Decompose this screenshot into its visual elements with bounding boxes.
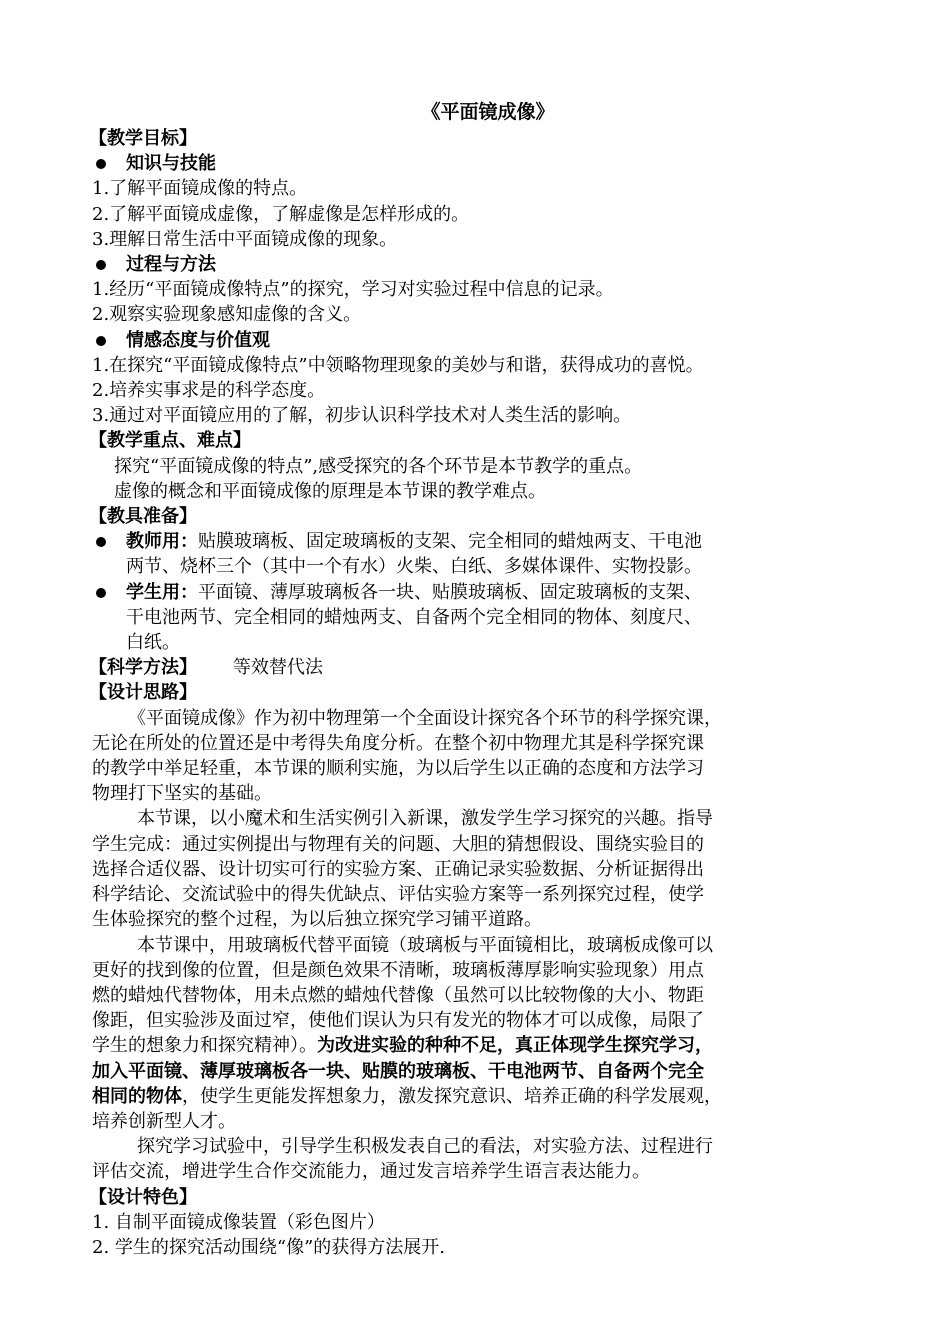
objectives-heading: 【教学目标】: [89, 128, 197, 149]
list-item: 2.观察实验现象感知虚像的含义。: [92, 304, 362, 326]
text-line: 更好的找到像的位置，但是颜色效果不清晰，玻璃板薄厚影响实验现象）用点: [92, 959, 704, 981]
text-line: 本节课，以小魔术和生活实例引入新课，激发学生学习探究的兴趣。指导: [137, 808, 713, 830]
student-line: 白纸。: [126, 632, 180, 654]
text-line: 的教学中举足轻重，本节课的顺利实施，为以后学生以正确的态度和方法学习: [92, 758, 704, 780]
process-bullet: [92, 252, 872, 277]
document-title: 《平面镜成像》: [421, 101, 555, 123]
bullet-icon: [96, 159, 106, 169]
bullet-icon: [96, 537, 106, 547]
knowledge-bullet: [92, 151, 872, 176]
teacher-label: 教师用：: [126, 531, 198, 553]
text-line: 像距，但实验涉及面过窄，使他们误认为只有发光的物体才可以成像，局限了: [92, 1010, 704, 1032]
difficulty-line: 虚像的概念和平面镜成像的原理是本节课的教学难点。: [114, 480, 546, 502]
teacher-line: 贴膜玻璃板、固定玻璃板的支架、完全相同的蜡烛两支、干电池: [198, 531, 702, 553]
list-item: 2. 学生的探究活动围绕“像”的获得方法展开.: [92, 1236, 446, 1258]
bold-text: 加入平面镜、薄厚玻璃板各一块、贴膜的玻璃板、干电池两节、自备两个完全: [92, 1060, 704, 1082]
text-line: 评估交流，增进学生合作交流能力，通过发言培养学生语言表达能力。: [92, 1161, 650, 1183]
list-item: 3.理解日常生活中平面镜成像的现象。: [92, 228, 398, 250]
bullet-icon: [96, 336, 106, 346]
method-heading: 【科学方法】: [89, 657, 197, 679]
method-value: 等效替代法: [233, 657, 323, 679]
list-item: 1.在探究“平面镜成像特点”中领略物理现象的美妙与和谐，获得成功的喜悦。: [92, 354, 704, 376]
text-line: 本节课中，用玻璃板代替平面镜（玻璃板与平面镜相比，玻璃板成像可以: [137, 934, 713, 956]
knowledge-label: 知识与技能: [126, 153, 216, 175]
text-line: ，使学生更能发挥想象力，激发探究意识、培养正确的科学发展观，: [182, 1085, 722, 1107]
teacher-line: 两节、烧杯三个（其中一个有水）火柴、白纸、多媒体课件、实物投影。: [126, 556, 702, 578]
features-heading: 【设计特色】: [89, 1186, 197, 1208]
design-paragraph-4: [92, 1134, 872, 1184]
teacher-equipment: [92, 529, 872, 579]
equipment-heading: 【教具准备】: [89, 506, 197, 528]
text-line: 选择合适仪器、设计切实可行的实验方案、正确记录实验数据、分析证据得出: [92, 858, 704, 880]
attitude-bullet: [92, 328, 872, 353]
text-line: 《平面镜成像》作为初中物理第一个全面设计探究各个环节的科学探究课，: [128, 707, 722, 729]
text-line: 燃的蜡烛代替物体，用未点燃的蜡烛代替像（虽然可以比较物像的大小、物距: [92, 984, 704, 1006]
list-item: 1.经历“平面镜成像特点”的探究，学习对实验过程中信息的记录。: [92, 279, 614, 301]
text-line: 科学结论、交流试验中的得失优缺点、评估实验方案等一系列探究过程，使学: [92, 884, 704, 906]
student-label: 学生用：: [126, 581, 198, 603]
method-row: [89, 655, 872, 680]
text-line: 无论在所处的位置还是中考得失角度分析。在整个初中物理尤其是科学探究课: [92, 732, 704, 754]
process-label: 过程与方法: [126, 254, 216, 276]
bold-text: 为改进实验的种种不足，真正体现学生探究学习，: [317, 1035, 713, 1057]
design-heading: 【设计思路】: [89, 682, 197, 704]
bold-text: 相同的物体: [92, 1085, 182, 1107]
text-line: 物理打下坚实的基础。: [92, 783, 272, 805]
bullet-icon: [96, 588, 106, 598]
text-line: 培养创新型人才。: [92, 1110, 236, 1132]
bullet-icon: [96, 260, 106, 270]
document-page: [89, 98, 872, 1260]
list-item: 1. 自制平面镜成像装置（彩色图片）: [92, 1211, 385, 1233]
student-line: 干电池两节、完全相同的蜡烛两支、自备两个完全相同的物体、刻度尺、: [126, 606, 702, 628]
attitude-label: 情感态度与价值观: [126, 329, 270, 351]
key-points-heading: 【教学重点、难点】: [89, 430, 251, 452]
student-line: 平面镜、薄厚玻璃板各一块、贴膜玻璃板、固定玻璃板的支架、: [198, 581, 702, 603]
list-item: 1.了解平面镜成像的特点。: [92, 178, 308, 200]
text-line: 学生的想象力和探究精神）。: [92, 1035, 317, 1057]
list-item: 2.了解平面镜成虚像，了解虚像是怎样形成的。: [92, 203, 470, 225]
key-point-line: 探究“平面镜成像的特点”,感受探究的各个环节是本节教学的重点。: [114, 455, 643, 477]
design-paragraph-3: [92, 933, 872, 1135]
text-line: 学生完成：通过实例提出与物理有关的问题、大胆的猜想假设、围绕实验目的: [92, 833, 704, 855]
list-item: 3.通过对平面镜应用的了解，初步认识科学技术对人类生活的影响。: [92, 405, 632, 427]
list-item: 2.培养实事求是的科学态度。: [92, 380, 326, 402]
text-line: 生体验探究的整个过程，为以后独立探究学习铺平道路。: [92, 909, 542, 931]
design-paragraph-2: [92, 806, 872, 932]
student-equipment: [92, 580, 872, 656]
text-line: 探究学习试验中，引导学生积极发表自己的看法，对实验方法、过程进行: [137, 1136, 713, 1158]
design-paragraph-1: [92, 706, 872, 807]
